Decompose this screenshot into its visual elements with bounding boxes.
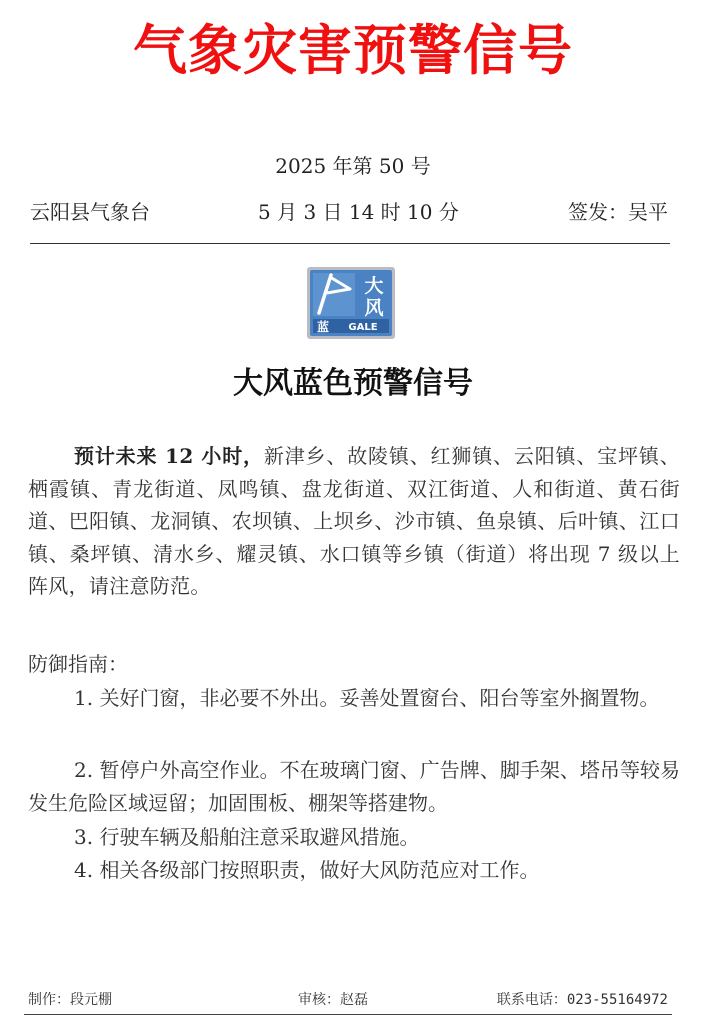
forecast-lead: 预计未来 12 小时， — [74, 444, 264, 468]
signal-name: 大风蓝色预警信号 — [233, 366, 473, 401]
reviewer: 审核：赵磊 — [298, 992, 368, 1008]
footer-divider — [24, 1014, 672, 1015]
issue-datetime: 5 月 3 日 14 时 10 分 — [258, 200, 459, 224]
guidance-item: 3. 行驶车辆及船舶注意采取避风措施。 — [74, 825, 420, 849]
icon-color-label: 蓝 — [316, 320, 330, 334]
gale-blue-signal-icon — [307, 267, 395, 339]
guidance-title: 防御指南： — [28, 652, 128, 676]
icon-en-label: GALE — [348, 322, 378, 333]
document-title: 气象灾害预警信号 — [133, 19, 573, 82]
guidance-item: 4. 相关各级部门按照职责，做好大风防范应对工作。 — [74, 858, 540, 882]
header-divider — [30, 243, 670, 244]
signatory: 签发：吴平 — [568, 200, 668, 224]
guidance-item: 1. 关好门窗，非必要不外出。妥善处置窗台、阳台等室外搁置物。 — [74, 686, 660, 710]
forecast-paragraph — [28, 440, 680, 603]
icon-cn-label-2: 风 — [364, 297, 384, 319]
issue-number: 2025 年第 50 号 — [275, 154, 431, 178]
forecast-body: 新津乡、故陵镇、红狮镇、云阳镇、宝坪镇、栖霞镇、青龙街道、凤鸣镇、盘龙街道、双江街道、人和街道、黄石街道、巴阳镇、龙洞镇、农坝镇、上坝乡、沙市镇、鱼泉镇、后叶镇、江口镇、桑坪镇、清水乡、耀灵镇、水口镇等乡镇（街道）将出现 7 级以上阵风，请注意防范。 — [28, 444, 680, 598]
icon-cn-label-1: 大 — [364, 275, 384, 297]
issuer: 云阳县气象台 — [30, 200, 150, 224]
producer: 制作：段元棚 — [28, 992, 112, 1008]
contact-phone: 联系电话：023-55164972 — [496, 992, 668, 1008]
guidance-item: 2. 暂停户外高空作业。不在玻璃门窗、广告牌、脚手架、塔吊等较易发生危险区域逗留；加固围板、棚架等搭建物。 — [28, 758, 680, 815]
